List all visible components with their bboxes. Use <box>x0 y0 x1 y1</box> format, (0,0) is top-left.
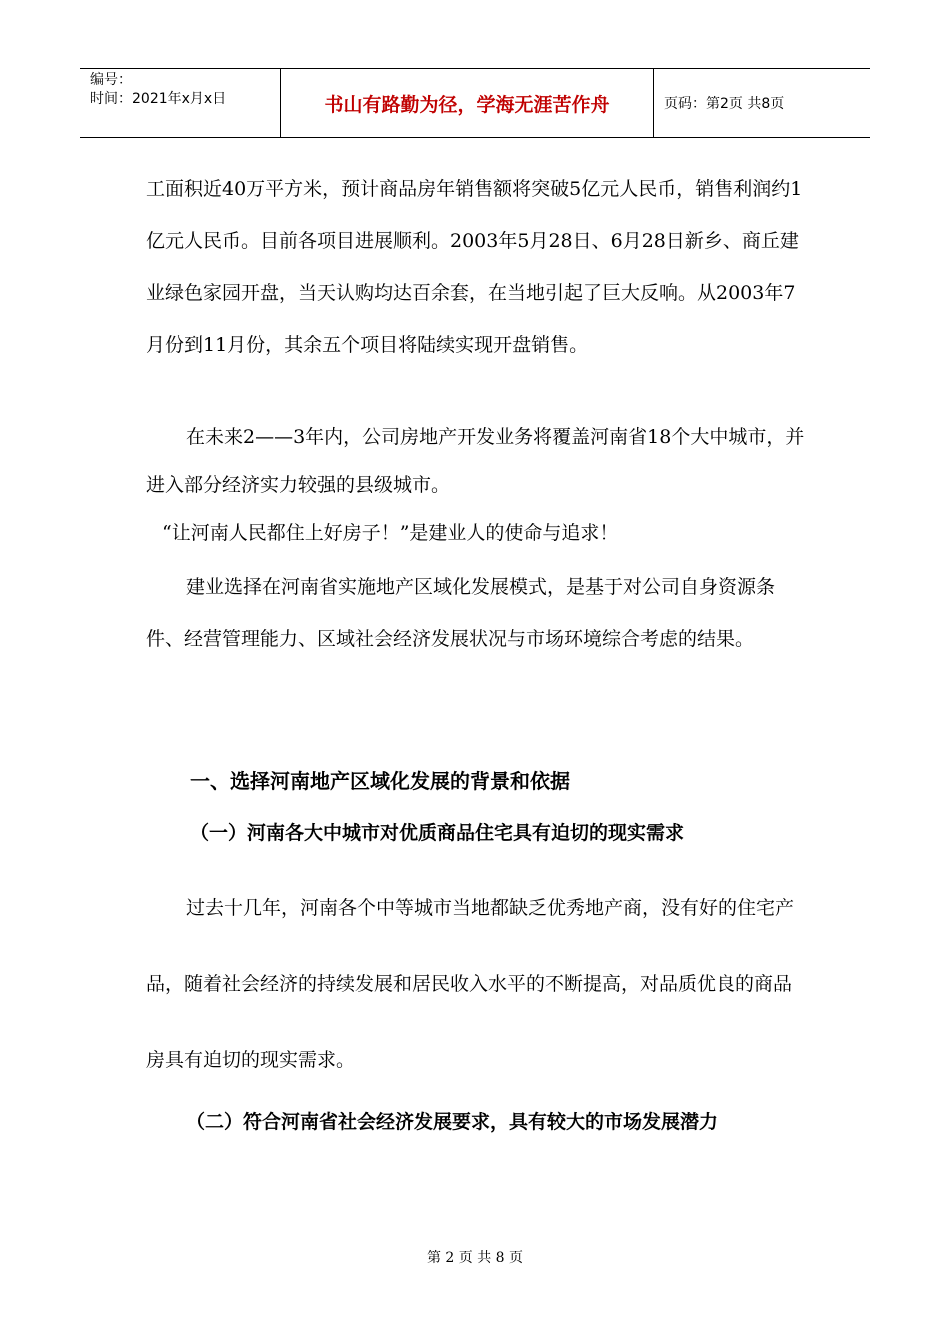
paragraph-4: 建业选择在河南省实施地产区域化发展模式，是基于对公司自身资源条件、经营管理能力、区域社会经济发展状况与市场环境综合考虑的结果。 <box>146 576 776 650</box>
subsection-heading-2: （二）符合河南省社会经济发展要求，具有较大的市场发展潜力 <box>186 1111 719 1133</box>
number-label: 编号： <box>90 72 132 88</box>
paragraph-5: 过去十几年，河南各个中等城市当地都缺乏优秀地产商，没有好的住宅产品，随着社会经济的持续发展和居民收入水平的不断提高，对品质优良的商品房具有迫切的现实需求。 <box>146 897 795 1071</box>
page-footer: 第 2 页 共 8 页 <box>426 1250 524 1266</box>
paragraph-3: “让河南人民都住上好房子！”是建业人的使命与追求！ <box>162 522 619 544</box>
time-label: 时间：2021年x月x日 <box>90 91 227 107</box>
subsection-heading-1: （一）河南各大中城市对优质商品住宅具有迫切的现实需求 <box>190 822 685 844</box>
paragraph-1: 工面积近40万平方米，预计商品房年销售额将突破5亿元人民币，销售利润约1亿元人民币。目前各项目进展顺利。2003年5月28日、6月28日新乡、商丘建业绿色家园开盘，当天认购均达百余套，在当地引起了巨大反响。从2003年7月份到11月份，其余五个项目将陆续实现开盘销售。 <box>146 178 803 356</box>
header-page-info: 页码：第2页 共8页 <box>664 96 785 112</box>
section-heading-1: 一、选择河南地产区域化发展的背景和依据 <box>190 769 570 793</box>
header-meta <box>80 69 281 137</box>
header-motto: 书山有路勤为径，学海无涯苦作舟 <box>281 69 654 137</box>
header-table <box>80 68 870 138</box>
paragraph-2: 在未来2——3年内，公司房地产开发业务将覆盖河南省18个大中城市，并进入部分经济实力较强的县级城市。 <box>146 426 805 496</box>
